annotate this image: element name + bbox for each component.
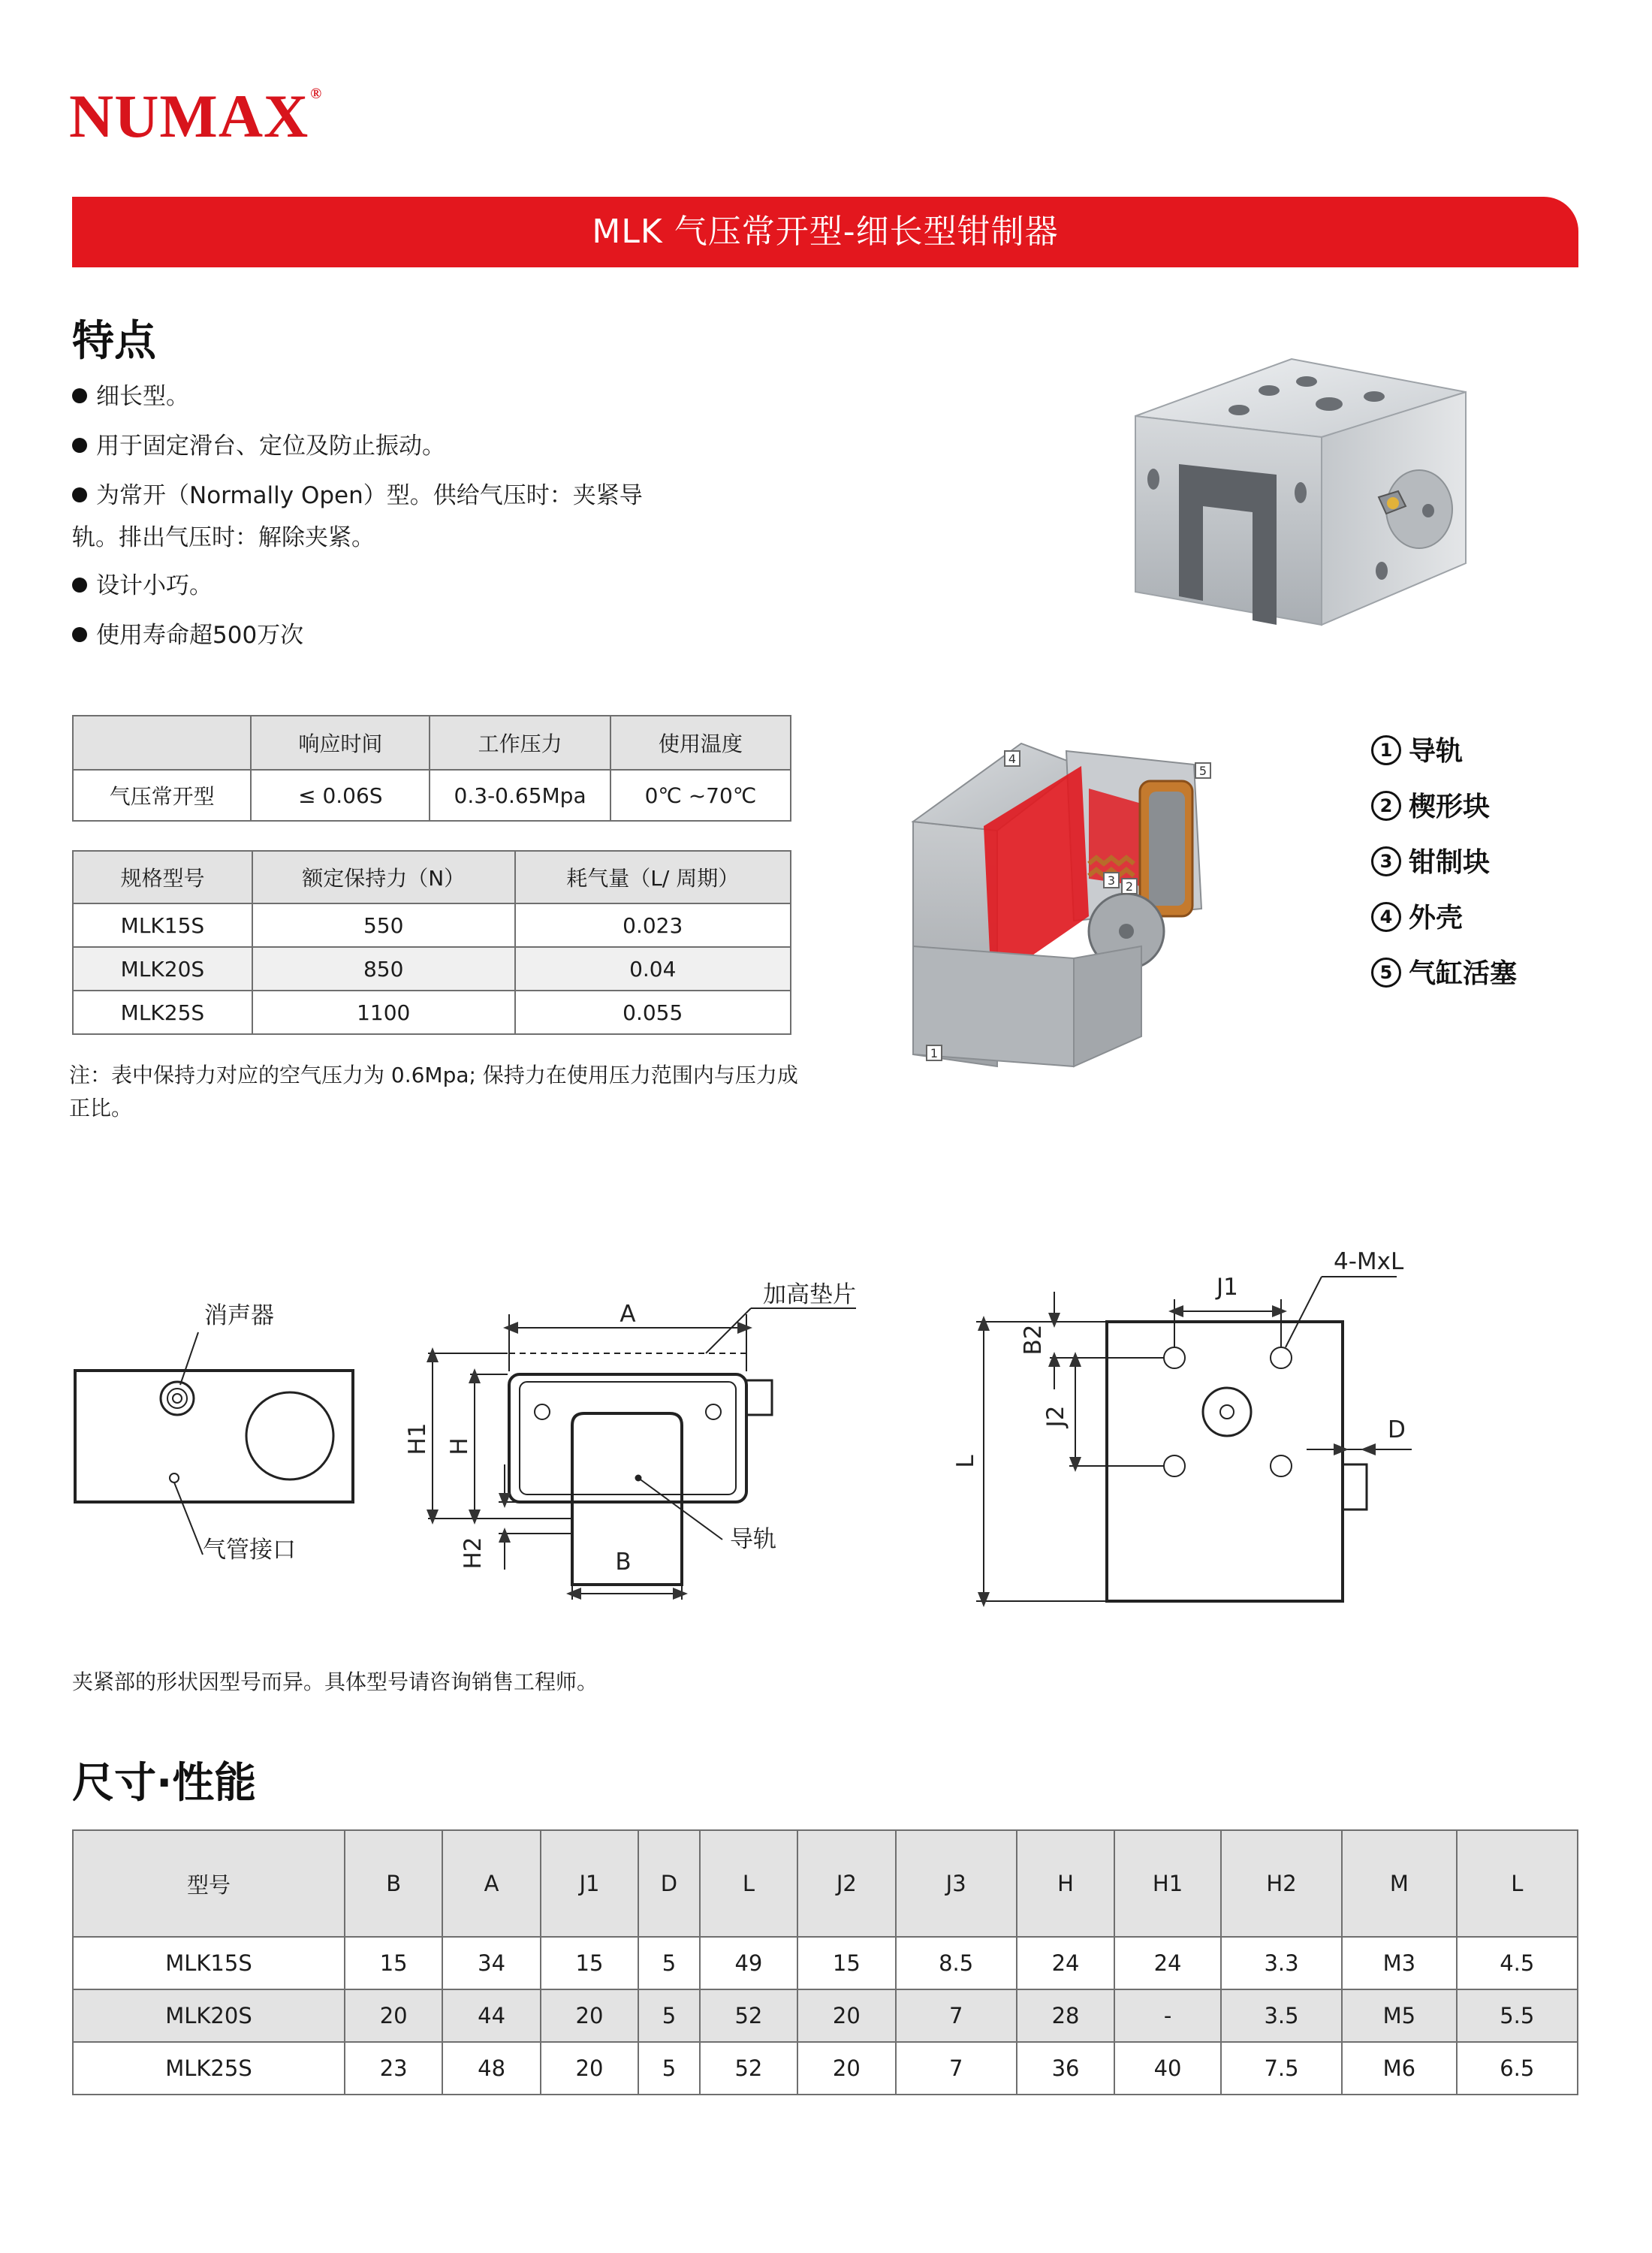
table-cell: 24 — [1114, 1937, 1221, 1989]
table-header-cell: 耗气量（L/ 周期） — [515, 851, 791, 903]
table-cell: 15 — [541, 1937, 638, 1989]
table-cell: 15 — [345, 1937, 442, 1989]
table-cell: 20 — [345, 1989, 442, 2042]
legend-item: 5 气缸活塞 — [1371, 952, 1517, 991]
table-row — [73, 770, 791, 821]
table-cell: 20 — [797, 1989, 895, 2042]
dimensions-table — [72, 1829, 1578, 2095]
table-row — [73, 947, 791, 991]
table-header-cell: A — [442, 1830, 540, 1937]
table-cell: 850 — [252, 947, 515, 991]
table-header-cell: M — [1342, 1830, 1456, 1937]
table-cell: ≤ 0.06S — [251, 770, 430, 821]
label-air-port: 气管接口 — [203, 1537, 296, 1564]
table-header-cell: J3 — [896, 1830, 1017, 1937]
table-cell: 34 — [442, 1937, 540, 1989]
dim-H1: H1 — [404, 1422, 431, 1455]
table-cell: 3.3 — [1221, 1937, 1342, 1989]
label-rail: 导轨 — [730, 1526, 776, 1553]
table-header-cell — [73, 716, 251, 770]
table-cell: M3 — [1342, 1937, 1456, 1989]
label-muffler: 消声器 — [204, 1302, 274, 1329]
table-note: 注：表中保持力对应的空气压力为 0.6Mpa; 保持力在使用压力范围内与压力成正比。 — [69, 1063, 798, 1120]
table-row — [73, 1937, 1578, 1989]
dims-heading: 尺寸·性能 — [72, 1759, 257, 1808]
front-view — [428, 1308, 856, 1600]
table-cell: 0.04 — [515, 947, 791, 991]
cutaway-tag: 5 — [1198, 764, 1207, 778]
table-cell: 20 — [797, 2042, 895, 2095]
table-header-cell: J2 — [797, 1830, 895, 1937]
legend-item: 4 外壳 — [1371, 897, 1463, 935]
table-header-cell: H — [1017, 1830, 1114, 1937]
table-cell: MLK25S — [73, 2042, 345, 2095]
table-cell: 0℃ ~70℃ — [610, 770, 791, 821]
table-cell: 3.5 — [1221, 1989, 1342, 2042]
technical-drawing — [0, 1239, 1652, 1630]
table-cell: 0.3-0.65Mpa — [430, 770, 610, 821]
bullet-icon — [72, 487, 87, 502]
feature-item: 用于固定滑台、定位及防止振动。 — [72, 425, 748, 467]
table-cell: 0.023 — [515, 903, 791, 947]
product-photo — [1126, 353, 1487, 638]
table-cell: 5.5 — [1457, 1989, 1578, 2042]
table-cell: 52 — [700, 2042, 797, 2095]
table-header-cell: 额定保持力（N） — [252, 851, 515, 903]
table-row — [73, 2042, 1578, 2095]
table-header-cell: L — [700, 1830, 797, 1937]
table-cell: 0.055 — [515, 991, 791, 1034]
table-cell: 4.5 — [1457, 1937, 1578, 1989]
table-header-cell: 型号 — [73, 1830, 345, 1937]
dim-H2: H2 — [460, 1537, 487, 1570]
cutaway-illustration — [901, 721, 1322, 1074]
dim-B2: B2 — [1020, 1324, 1047, 1356]
table-cell: 36 — [1017, 2042, 1114, 2095]
table-cell: 49 — [700, 1937, 797, 1989]
table-header-cell: H1 — [1114, 1830, 1221, 1937]
table-cell: 24 — [1017, 1937, 1114, 1989]
table-header-cell: 工作压力 — [430, 716, 610, 770]
table-cell: 7.5 — [1221, 2042, 1342, 2095]
table-cell: 23 — [345, 2042, 442, 2095]
table-header-cell: D — [638, 1830, 700, 1937]
page-title: MLK 气压常开型-细长型钳制器 — [592, 213, 1059, 251]
feature-item: 使用寿命超500万次 — [72, 614, 748, 656]
table-cell: 气压常开型 — [73, 770, 251, 821]
table-cell: - — [1114, 1989, 1221, 2042]
label-spacer: 加高垫片 — [763, 1281, 856, 1308]
table-cell: 8.5 — [896, 1937, 1017, 1989]
legend-item: 1 导轨 — [1371, 730, 1463, 768]
cutaway-tag: 4 — [1008, 752, 1017, 766]
table-header-cell: L — [1457, 1830, 1578, 1937]
feature-item: 设计小巧。 — [72, 565, 748, 607]
table-cell: M6 — [1342, 2042, 1456, 2095]
table-cell: 7 — [896, 2042, 1017, 2095]
dim-A: A — [620, 1301, 636, 1328]
table-cell: 7 — [896, 1989, 1017, 2042]
table-cell: 20 — [541, 2042, 638, 2095]
table-cell: MLK15S — [73, 1937, 345, 1989]
spec-table — [72, 850, 791, 1035]
features-heading: 特点 — [72, 317, 156, 366]
bullet-icon — [72, 627, 87, 642]
table-row — [73, 903, 791, 947]
table-cell: 5 — [638, 1989, 700, 2042]
table-header-cell: B — [345, 1830, 442, 1937]
bullet-icon — [72, 438, 87, 453]
legend-item: 2 楔形块 — [1371, 786, 1490, 824]
table-row — [73, 1989, 1578, 2042]
table-cell: 20 — [541, 1989, 638, 2042]
title-banner — [72, 197, 1578, 267]
table-cell: 5 — [638, 2042, 700, 2095]
bullet-icon — [72, 578, 87, 593]
brand-logo: NUMAX ® — [69, 82, 323, 150]
table-cell: M5 — [1342, 1989, 1456, 2042]
dim-L: L — [952, 1455, 979, 1468]
dim-H: H — [446, 1437, 473, 1455]
table-cell: 1100 — [252, 991, 515, 1034]
dim-J1: J1 — [1216, 1274, 1238, 1301]
table-header-cell: 响应时间 — [251, 716, 430, 770]
legend-item: 3 钳制块 — [1371, 841, 1490, 879]
table-cell: MLK20S — [73, 1989, 345, 2042]
cutaway-tag: 3 — [1107, 873, 1116, 888]
table-row — [73, 991, 791, 1034]
table-cell: MLK20S — [73, 947, 252, 991]
table-cell: 40 — [1114, 2042, 1221, 2095]
bullet-icon — [72, 388, 87, 403]
dim-MxL: 4-MxL — [1334, 1248, 1404, 1275]
table-cell: 550 — [252, 903, 515, 947]
table-cell: 44 — [442, 1989, 540, 2042]
side-view — [75, 1332, 353, 1555]
table-cell: 28 — [1017, 1989, 1114, 2042]
drawing-footnote: 夹紧部的形状因型号而异。具体型号请咨询销售工程师。 — [72, 1669, 598, 1694]
table-cell: MLK25S — [73, 991, 252, 1034]
dim-J2: J2 — [1042, 1405, 1069, 1428]
table-cell: 5 — [638, 1937, 700, 1989]
table-header-cell: 规格型号 — [73, 851, 252, 903]
cutaway-tag: 1 — [930, 1046, 939, 1060]
table-cell: MLK15S — [73, 903, 252, 947]
dim-D: D — [1388, 1416, 1406, 1443]
cutaway-tag: 2 — [1125, 879, 1134, 894]
table-header-cell: J1 — [541, 1830, 638, 1937]
feature-item: 为常开（Normally Open）型。供给气压时：夹紧导 轨。排出气压时：解除夹紧。 — [72, 482, 643, 551]
table-cell: 52 — [700, 1989, 797, 2042]
table-cell: 48 — [442, 2042, 540, 2095]
operation-table — [72, 715, 791, 822]
table-cell: 6.5 — [1457, 2042, 1578, 2095]
table-header-cell: H2 — [1221, 1830, 1342, 1937]
feature-item: 细长型。 — [72, 376, 748, 418]
dim-B: B — [615, 1549, 632, 1576]
table-header-cell: 使用温度 — [610, 716, 791, 770]
table-cell: 15 — [797, 1937, 895, 1989]
